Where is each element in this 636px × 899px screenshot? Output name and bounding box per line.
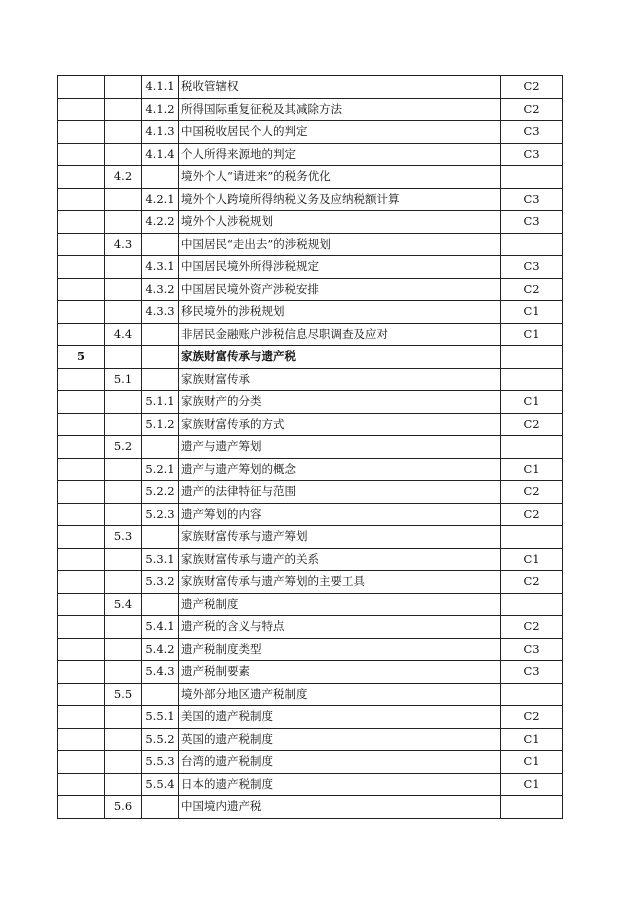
level-cell [501, 233, 563, 256]
section-number-cell [105, 503, 142, 526]
level-cell: C2 [501, 571, 563, 594]
topic-title-cell: 境外个人跨境所得纳税义务及应纳税额计算 [179, 188, 501, 211]
chapter-number-cell [58, 773, 105, 796]
topic-title-cell: 遗产税制度 [179, 593, 501, 616]
chapter-number-cell [58, 458, 105, 481]
table-row [58, 458, 563, 481]
chapter-number-cell [58, 571, 105, 594]
chapter-number-cell [58, 256, 105, 279]
table-row [58, 683, 563, 706]
subsection-number-cell: 4.3.1 [142, 256, 179, 279]
subsection-number-cell: 5.5.1 [142, 706, 179, 729]
topic-title-cell: 遗产筹划的内容 [179, 503, 501, 526]
level-cell: C2 [501, 503, 563, 526]
subsection-number-cell: 5.3.2 [142, 571, 179, 594]
table-row [58, 481, 563, 504]
table-row [58, 616, 563, 639]
level-cell: C2 [501, 481, 563, 504]
topic-title-cell: 移民境外的涉税规划 [179, 301, 501, 324]
topic-title-cell: 遗产的法律特征与范围 [179, 481, 501, 504]
subsection-number-cell: 5.1.2 [142, 413, 179, 436]
topic-title-cell: 台湾的遗产税制度 [179, 751, 501, 774]
chapter-number-cell [58, 233, 105, 256]
subsection-number-cell [142, 323, 179, 346]
level-cell: C3 [501, 256, 563, 279]
table-row [58, 301, 563, 324]
subsection-number-cell: 5.2.3 [142, 503, 179, 526]
level-cell [501, 346, 563, 369]
table-row [58, 661, 563, 684]
chapter-number-cell [58, 413, 105, 436]
level-cell [501, 436, 563, 459]
subsection-number-cell [142, 593, 179, 616]
subsection-number-cell [142, 368, 179, 391]
chapter-number-cell [58, 368, 105, 391]
section-number-cell: 5.2 [105, 436, 142, 459]
table-row [58, 233, 563, 256]
topic-title-cell: 家族财产的分类 [179, 391, 501, 414]
section-number-cell [105, 481, 142, 504]
chapter-number-cell [58, 143, 105, 166]
level-cell: C3 [501, 211, 563, 234]
section-number-cell: 5.1 [105, 368, 142, 391]
table-row [58, 98, 563, 121]
chapter-number-cell [58, 503, 105, 526]
chapter-number-cell [58, 278, 105, 301]
topic-title-cell: 美国的遗产税制度 [179, 706, 501, 729]
section-number-cell: 5.5 [105, 683, 142, 706]
section-number-cell [105, 211, 142, 234]
section-number-cell [105, 571, 142, 594]
level-cell: C1 [501, 323, 563, 346]
table-row [58, 503, 563, 526]
chapter-number-cell [58, 751, 105, 774]
syllabus-table [57, 75, 563, 819]
section-number-cell [105, 773, 142, 796]
level-cell: C1 [501, 458, 563, 481]
table-row [58, 751, 563, 774]
chapter-number-cell [58, 728, 105, 751]
level-cell: C2 [501, 278, 563, 301]
subsection-number-cell [142, 796, 179, 819]
table-row [58, 548, 563, 571]
topic-title-cell: 家族财富传承与遗产的关系 [179, 548, 501, 571]
table-row [58, 526, 563, 549]
chapter-number-cell [58, 166, 105, 189]
topic-title-cell: 家族财富传承与遗产筹划 [179, 526, 501, 549]
section-number-cell [105, 76, 142, 99]
topic-title-cell: 英国的遗产税制度 [179, 728, 501, 751]
subsection-number-cell: 5.1.1 [142, 391, 179, 414]
section-number-cell [105, 121, 142, 144]
section-number-cell: 4.3 [105, 233, 142, 256]
topic-title-cell: 境外部分地区遗产税制度 [179, 683, 501, 706]
section-number-cell: 5.4 [105, 593, 142, 616]
subsection-number-cell: 4.1.4 [142, 143, 179, 166]
level-cell: C1 [501, 751, 563, 774]
chapter-number-cell: 5 [58, 346, 105, 369]
table-row [58, 593, 563, 616]
section-number-cell: 4.4 [105, 323, 142, 346]
topic-title-cell: 遗产与遗产筹划 [179, 436, 501, 459]
chapter-number-cell [58, 76, 105, 99]
topic-title-cell: 遗产税制要素 [179, 661, 501, 684]
level-cell [501, 166, 563, 189]
section-number-cell [105, 638, 142, 661]
section-number-cell [105, 256, 142, 279]
subsection-number-cell: 5.4.2 [142, 638, 179, 661]
level-cell: C2 [501, 98, 563, 121]
subsection-number-cell: 5.4.3 [142, 661, 179, 684]
subsection-number-cell [142, 233, 179, 256]
section-number-cell [105, 728, 142, 751]
section-number-cell [105, 751, 142, 774]
level-cell: C2 [501, 706, 563, 729]
table-row [58, 796, 563, 819]
level-cell: C1 [501, 548, 563, 571]
table-row [58, 211, 563, 234]
level-cell [501, 526, 563, 549]
table-row [58, 323, 563, 346]
level-cell: C1 [501, 773, 563, 796]
topic-title-cell: 中国居民境外资产涉税安排 [179, 278, 501, 301]
section-number-cell [105, 143, 142, 166]
section-number-cell [105, 548, 142, 571]
topic-title-cell: 遗产税的含义与特点 [179, 616, 501, 639]
table-row [58, 571, 563, 594]
section-number-cell [105, 98, 142, 121]
topic-title-cell: 个人所得来源地的判定 [179, 143, 501, 166]
subsection-number-cell [142, 166, 179, 189]
level-cell: C1 [501, 301, 563, 324]
section-number-cell: 5.3 [105, 526, 142, 549]
chapter-number-cell [58, 706, 105, 729]
subsection-number-cell [142, 436, 179, 459]
chapter-number-cell [58, 796, 105, 819]
chapter-number-cell [58, 98, 105, 121]
subsection-number-cell [142, 683, 179, 706]
section-number-cell [105, 458, 142, 481]
chapter-number-cell [58, 436, 105, 459]
level-cell: C3 [501, 661, 563, 684]
chapter-number-cell [58, 481, 105, 504]
chapter-number-cell [58, 121, 105, 144]
level-cell: C1 [501, 391, 563, 414]
subsection-number-cell: 4.2.1 [142, 188, 179, 211]
section-number-cell [105, 706, 142, 729]
subsection-number-cell: 5.3.1 [142, 548, 179, 571]
subsection-number-cell: 5.5.4 [142, 773, 179, 796]
section-number-cell [105, 188, 142, 211]
chapter-number-cell [58, 323, 105, 346]
topic-title-cell: 中国居民境外所得涉税规定 [179, 256, 501, 279]
level-cell: C3 [501, 638, 563, 661]
level-cell: C1 [501, 728, 563, 751]
chapter-number-cell [58, 616, 105, 639]
topic-title-cell: 中国境内遗产税 [179, 796, 501, 819]
table-row [58, 188, 563, 211]
level-cell [501, 683, 563, 706]
topic-title-cell: 境外个人“请进来”的税务优化 [179, 166, 501, 189]
subsection-number-cell: 5.4.1 [142, 616, 179, 639]
chapter-number-cell [58, 211, 105, 234]
topic-title-cell: 遗产与遗产筹划的概念 [179, 458, 501, 481]
table-row [58, 346, 563, 369]
subsection-number-cell: 5.2.1 [142, 458, 179, 481]
section-number-cell [105, 391, 142, 414]
section-number-cell [105, 616, 142, 639]
topic-title-cell: 遗产税制度类型 [179, 638, 501, 661]
subsection-number-cell: 5.5.2 [142, 728, 179, 751]
subsection-number-cell: 4.1.2 [142, 98, 179, 121]
topic-title-cell: 境外个人涉税规划 [179, 211, 501, 234]
syllabus-table-body [58, 76, 563, 819]
table-row [58, 143, 563, 166]
subsection-number-cell: 5.5.3 [142, 751, 179, 774]
chapter-number-cell [58, 593, 105, 616]
topic-title-cell: 非居民金融账户涉税信息尽职调查及应对 [179, 323, 501, 346]
table-row [58, 368, 563, 391]
subsection-number-cell [142, 346, 179, 369]
table-row [58, 76, 563, 99]
subsection-number-cell: 4.3.3 [142, 301, 179, 324]
table-row [58, 773, 563, 796]
table-row [58, 278, 563, 301]
topic-title-cell: 家族财富传承与遗产税 [179, 346, 501, 369]
topic-title-cell: 中国居民“走出去”的涉税规划 [179, 233, 501, 256]
chapter-number-cell [58, 683, 105, 706]
table-row [58, 391, 563, 414]
table-row [58, 638, 563, 661]
subsection-number-cell: 4.3.2 [142, 278, 179, 301]
topic-title-cell: 税收管辖权 [179, 76, 501, 99]
table-row [58, 728, 563, 751]
subsection-number-cell: 4.1.3 [142, 121, 179, 144]
chapter-number-cell [58, 301, 105, 324]
chapter-number-cell [58, 526, 105, 549]
topic-title-cell: 中国税收居民个人的判定 [179, 121, 501, 144]
table-row [58, 121, 563, 144]
level-cell [501, 368, 563, 391]
table-row [58, 413, 563, 436]
level-cell [501, 593, 563, 616]
topic-title-cell: 家族财富传承的方式 [179, 413, 501, 436]
chapter-number-cell [58, 638, 105, 661]
table-row [58, 436, 563, 459]
section-number-cell [105, 661, 142, 684]
topic-title-cell: 家族财富传承与遗产筹划的主要工具 [179, 571, 501, 594]
section-number-cell [105, 346, 142, 369]
level-cell [501, 796, 563, 819]
section-number-cell [105, 413, 142, 436]
section-number-cell [105, 278, 142, 301]
chapter-number-cell [58, 661, 105, 684]
chapter-number-cell [58, 188, 105, 211]
level-cell: C3 [501, 143, 563, 166]
table-row [58, 706, 563, 729]
topic-title-cell: 所得国际重复征税及其减除方法 [179, 98, 501, 121]
chapter-number-cell [58, 548, 105, 571]
level-cell: C2 [501, 76, 563, 99]
topic-title-cell: 家族财富传承 [179, 368, 501, 391]
level-cell: C2 [501, 616, 563, 639]
topic-title-cell: 日本的遗产税制度 [179, 773, 501, 796]
section-number-cell [105, 301, 142, 324]
table-row [58, 166, 563, 189]
chapter-number-cell [58, 391, 105, 414]
subsection-number-cell: 5.2.2 [142, 481, 179, 504]
level-cell: C3 [501, 188, 563, 211]
level-cell: C2 [501, 413, 563, 436]
subsection-number-cell: 4.1.1 [142, 76, 179, 99]
section-number-cell: 5.6 [105, 796, 142, 819]
table-row [58, 256, 563, 279]
section-number-cell: 4.2 [105, 166, 142, 189]
subsection-number-cell [142, 526, 179, 549]
level-cell: C3 [501, 121, 563, 144]
subsection-number-cell: 4.2.2 [142, 211, 179, 234]
